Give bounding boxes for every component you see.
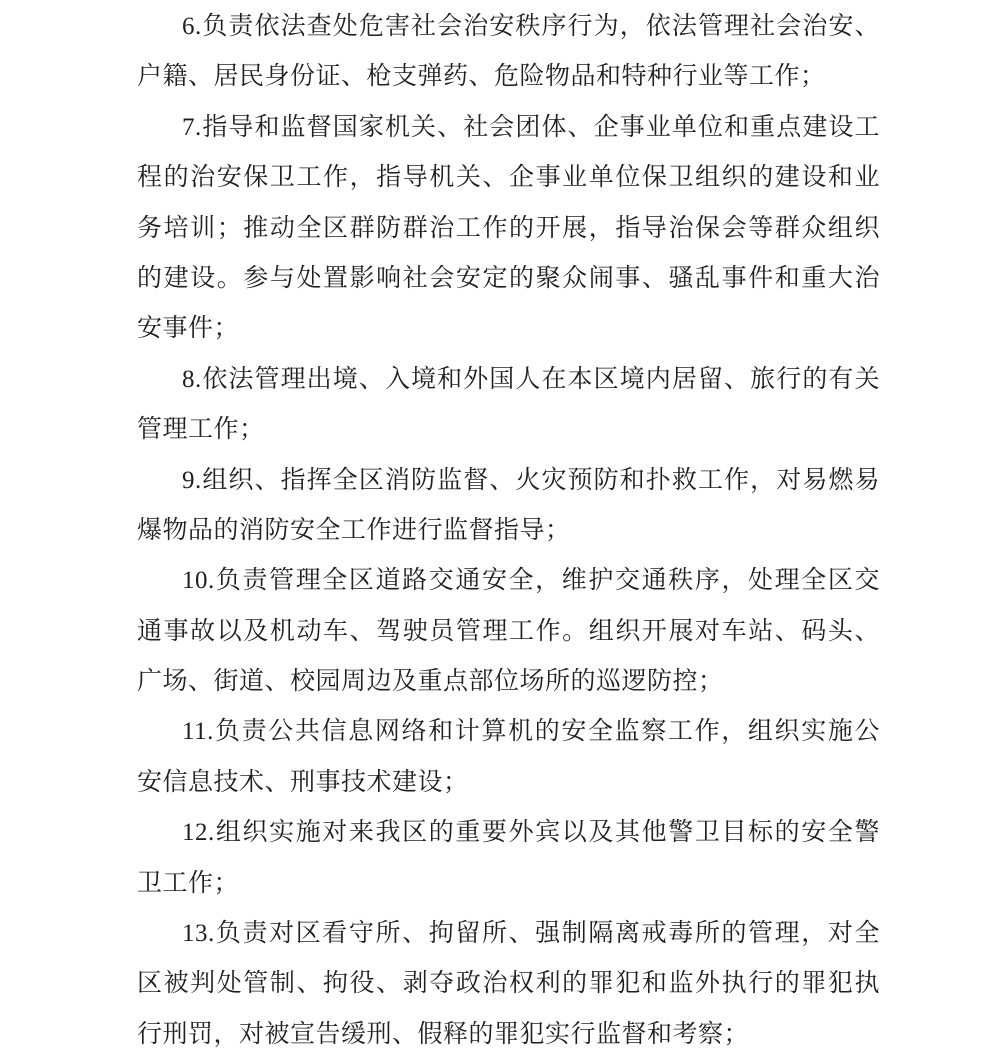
paragraph-7-line-1: 7.指导和监督国家机关、社会团体、企事业单位和重点建设工 [182, 113, 880, 141]
paragraph-10-line-3: 广场、街道、校园周边及重点部位场所的巡逻防控； [137, 668, 724, 696]
paragraph-11-line-1: 11.负责公共信息网络和计算机的安全监察工作，组织实施公 [182, 718, 880, 746]
paragraph-8-line-1: 8.依法管理出境、入境和外国人在本区境内居留、旅行的有关 [182, 365, 880, 393]
paragraph-13-line-2: 区被判处管制、拘役、剥夺政治权利的罪犯和监外执行的罪犯执 [137, 970, 880, 998]
paragraph-10-line-1: 10.负责管理全区道路交通安全，维护交通秩序，处理全区交 [182, 567, 880, 595]
paragraph-13-line-1: 13.负责对区看守所、拘留所、强制隔离戒毒所的管理，对全 [182, 920, 880, 948]
paragraph-7-line-5: 安事件； [137, 315, 240, 343]
paragraph-13-line-3: 行刑罚，对被宣告缓刑、假释的罪犯实行监督和考察； [137, 1020, 750, 1048]
paragraph-9-line-2: 爆物品的消防安全工作进行监督指导； [137, 516, 571, 544]
document-body [137, 2, 880, 1060]
paragraph-6-line-2: 户籍、居民身份证、枪支弹药、危险物品和特种行业等工作； [137, 63, 826, 91]
paragraph-12-line-1: 12.组织实施对来我区的重要外宾以及其他警卫目标的安全警 [182, 819, 880, 847]
paragraph-12-line-2: 卫工作； [137, 869, 240, 897]
paragraph-7-line-4: 的建设。参与处置影响社会安定的聚众闹事、骚乱事件和重大治 [137, 264, 880, 292]
paragraph-7-line-3: 务培训；推动全区群防群治工作的开展，指导治保会等群众组织 [137, 214, 880, 242]
paragraph-11-line-2: 安信息技术、刑事技术建设； [137, 768, 469, 796]
paragraph-10-line-2: 通事故以及机动车、驾驶员管理工作。组织开展对车站、码头、 [137, 617, 880, 645]
paragraph-6-line-1: 6.负责依法查处危害社会治安秩序行为，依法管理社会治安、 [182, 13, 880, 40]
paragraph-9-line-1: 9.组织、指挥全区消防监督、火灾预防和扑救工作，对易燃易 [182, 466, 880, 494]
paragraph-7-line-2: 程的治安保卫工作，指导机关、企事业单位保卫组织的建设和业 [137, 164, 880, 192]
paragraph-8-line-2: 管理工作； [137, 416, 265, 444]
